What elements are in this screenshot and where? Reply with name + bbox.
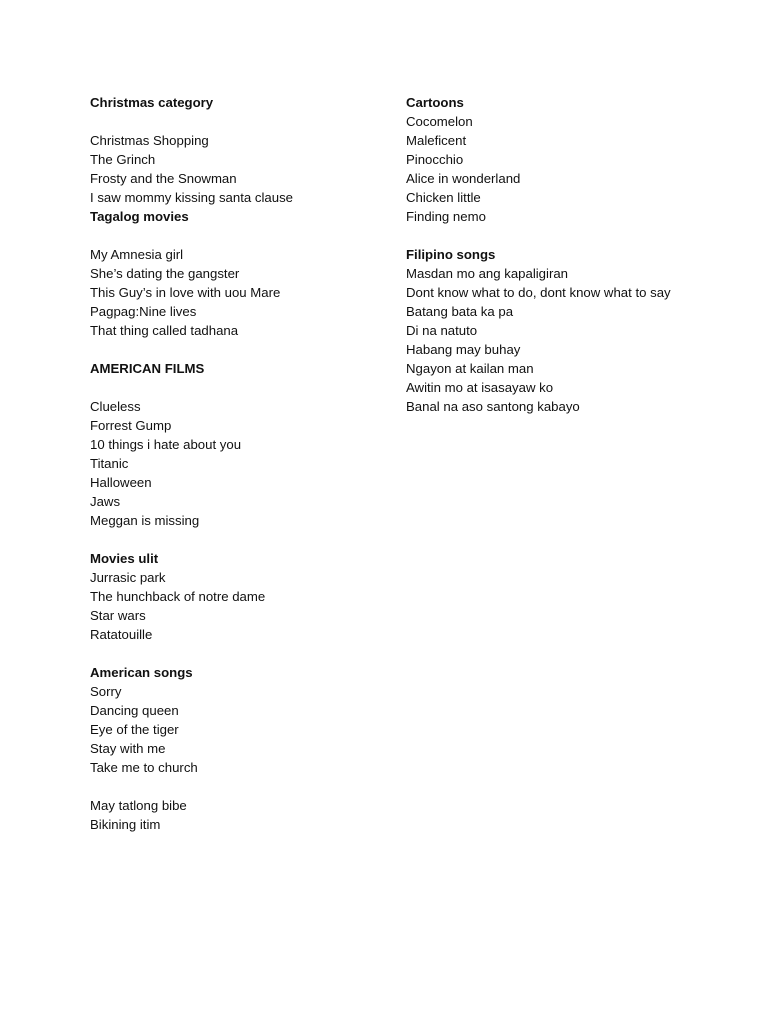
list-item: Sorry [90, 684, 122, 699]
blank-line [90, 226, 390, 245]
section-heading-american-films: AMERICAN FILMS [90, 361, 205, 376]
list-item: The Grinch [90, 152, 156, 167]
list-item: Clueless [90, 399, 141, 414]
list-item: This Guy’s in love with uou Mare [90, 285, 281, 300]
list-item: That thing called tadhana [90, 323, 239, 338]
list-item: Halloween [90, 475, 152, 490]
blank-line [90, 340, 390, 359]
section-heading-american-songs: American songs [90, 665, 193, 680]
blank-line [90, 530, 390, 549]
section-heading-christmas-category: Christmas category [90, 95, 214, 110]
list-item: May tatlong bibe [90, 798, 187, 813]
blank-line [90, 378, 390, 397]
section-heading-movies-ulit: Movies ulit [90, 551, 159, 566]
section-heading-tagalog-movies: Tagalog movies [90, 209, 189, 224]
list-item: Maleficent [406, 133, 467, 148]
list-item: My Amnesia girl [90, 247, 184, 262]
list-item: The hunchback of notre dame [90, 589, 266, 604]
list-item: Di na natuto [406, 323, 478, 338]
list-item: Titanic [90, 456, 129, 471]
list-item: Jaws [90, 494, 121, 509]
list-item: Awitin mo at isasayaw ko [406, 380, 554, 395]
right-column [406, 93, 686, 416]
section-heading-filipino-songs: Filipino songs [406, 247, 496, 262]
list-item: Bikining itim [90, 817, 161, 832]
blank-line [406, 226, 686, 245]
list-item: I saw mommy kissing santa clause [90, 190, 294, 205]
list-item: Frosty and the Snowman [90, 171, 237, 186]
list-item: Star wars [90, 608, 146, 623]
list-item: Habang may buhay [406, 342, 521, 357]
blank-line [90, 112, 390, 131]
left-column [90, 93, 390, 834]
list-item: Ratatouille [90, 627, 153, 642]
list-item: Pagpag:Nine lives [90, 304, 197, 319]
list-item: Meggan is missing [90, 513, 200, 528]
list-item: Masdan mo ang kapaligiran [406, 266, 569, 281]
list-item: Banal na aso santong kabayo [406, 399, 580, 414]
list-item: She’s dating the gangster [90, 266, 240, 281]
blank-line [90, 777, 390, 796]
list-item: 10 things i hate about you [90, 437, 242, 452]
list-item: Finding nemo [406, 209, 486, 224]
list-item: Take me to church [90, 760, 198, 775]
list-item: Jurrasic park [90, 570, 166, 585]
list-item: Eye of the tiger [90, 722, 179, 737]
list-item: Chicken little [406, 190, 481, 205]
list-item: Cocomelon [406, 114, 473, 129]
list-item: Christmas Shopping [90, 133, 209, 148]
list-item: Dancing queen [90, 703, 179, 718]
list-item: Pinocchio [406, 152, 464, 167]
list-item: Dont know what to do, dont know what to say [406, 285, 671, 300]
list-item: Stay with me [90, 741, 166, 756]
list-item: Batang bata ka pa [406, 304, 514, 319]
list-item: Ngayon at kailan man [406, 361, 534, 376]
section-heading-cartoons: Cartoons [406, 95, 464, 110]
list-item: Forrest Gump [90, 418, 172, 433]
blank-line [90, 644, 390, 663]
list-item: Alice in wonderland [406, 171, 521, 186]
